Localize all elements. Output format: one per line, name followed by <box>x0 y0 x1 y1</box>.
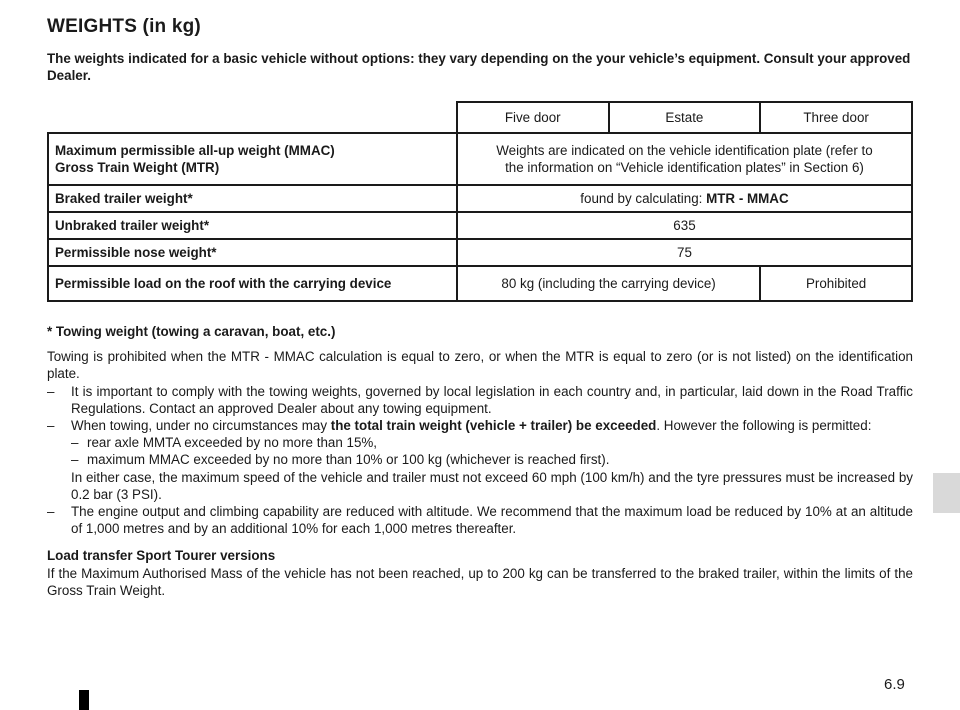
dash-bullet: – <box>71 435 79 451</box>
load-transfer-text: If the Maximum Authorised Mass of the vehicle has not been reached, up to 200 kg can be transferred to the braked trailer, within the limits of the Gross Train Weight. <box>47 565 913 598</box>
roof-label: Permissible load on the roof with the carrying device <box>48 266 457 301</box>
nose-value: 75 <box>457 239 912 266</box>
braked-formula: MTR - MMAC <box>706 191 789 206</box>
section-tab-marker <box>933 473 960 513</box>
list-item <box>47 417 913 434</box>
mmac-label-line1: Maximum permissible all-up weight (MMAC) <box>55 143 335 158</box>
mmac-label-line2: Gross Train Weight (MTR) <box>55 160 220 175</box>
sub-item-2: maximum MMAC exceeded by no more than 10% or 100 kg (whichever is reached first). <box>87 452 610 468</box>
intro-text: The weights indicated for a basic vehicle without options: they vary depending on the your vehicle’s equipment. Consult your approved Dealer. <box>47 51 911 83</box>
header-five-door: Five door <box>457 102 609 133</box>
table-header-row <box>48 102 912 133</box>
header-blank-cell <box>48 102 457 133</box>
list-item <box>47 503 913 537</box>
table-row <box>48 133 912 185</box>
item2-bold: the total train weight (vehicle + trailer) be exceeded <box>330 418 657 434</box>
table-row <box>48 239 912 266</box>
sub-item-1: rear axle MMTA exceeded by no more than 15%, <box>87 435 378 451</box>
sub-list <box>47 434 913 468</box>
page-number: 6.9 <box>884 676 905 693</box>
towing-item-1: It is important to comply with the towing weights, governed by local legislation in each country and, in particular, laid down in the Road Traffic Regulations. Contact an approved Dealer about any towing equipment. <box>71 383 913 416</box>
towing-paragraph: Towing is prohibited when the MTR - MMAC calculation is equal to zero, or when the MTR is equal to zero (or is not listed) on the identification plate. <box>47 349 913 382</box>
header-three-door: Three door <box>760 102 912 133</box>
braked-prefix: found by calculating: <box>580 191 707 206</box>
table-row <box>48 212 912 239</box>
braked-value <box>457 185 912 212</box>
unbraked-label: Unbraked trailer weight* <box>48 212 457 239</box>
roof-three-door-value: Prohibited <box>760 266 912 301</box>
list-item <box>71 451 913 468</box>
towing-item-2 <box>71 417 913 434</box>
page-title: WEIGHTS (in kg) <box>47 16 201 37</box>
load-transfer-heading: Load transfer Sport Tourer versions <box>47 548 276 564</box>
weights-table <box>47 101 913 302</box>
roof-value: 80 kg (including the carrying device) <box>457 266 760 301</box>
towing-heading: * Towing weight (towing a caravan, boat, etc.) <box>47 324 336 339</box>
table-row <box>48 266 912 301</box>
item2-pre: When towing, under no circumstances may <box>71 418 331 434</box>
towing-note: In either case, the maximum speed of the vehicle and trailer must not exceed 60 mph (100 km/h) and the tyre pressures must be increased by 0.2 bar (3 PSI). <box>71 469 913 502</box>
mmac-label <box>48 133 457 185</box>
nose-label: Permissible nose weight* <box>48 239 457 266</box>
mmac-value-line1: Weights are indicated on the vehicle identification plate (refer to <box>496 143 873 158</box>
body-text <box>47 323 913 599</box>
mmac-value-line2: the information on “Vehicle identification plates” in Section 6) <box>505 160 864 175</box>
dash-bullet: – <box>47 504 55 520</box>
dash-bullet: – <box>47 383 55 399</box>
towing-item-3: The engine output and climbing capability are reduced with altitude. We recommend that the maximum load be reduced by 10% at an altitude of 1,000 metres and by an additional 10% for each 1,000 metres thereafter. <box>71 504 913 537</box>
list-item <box>71 434 913 451</box>
dash-bullet: – <box>47 418 55 434</box>
list-item <box>47 383 913 417</box>
unbraked-value: 635 <box>457 212 912 239</box>
braked-label: Braked trailer weight* <box>48 185 457 212</box>
item2-post: . However the following is permitted: <box>656 418 872 434</box>
table-row <box>48 185 912 212</box>
dash-bullet: – <box>71 452 79 468</box>
header-estate: Estate <box>609 102 761 133</box>
corner-bar <box>79 690 89 710</box>
mmac-value <box>457 133 912 185</box>
